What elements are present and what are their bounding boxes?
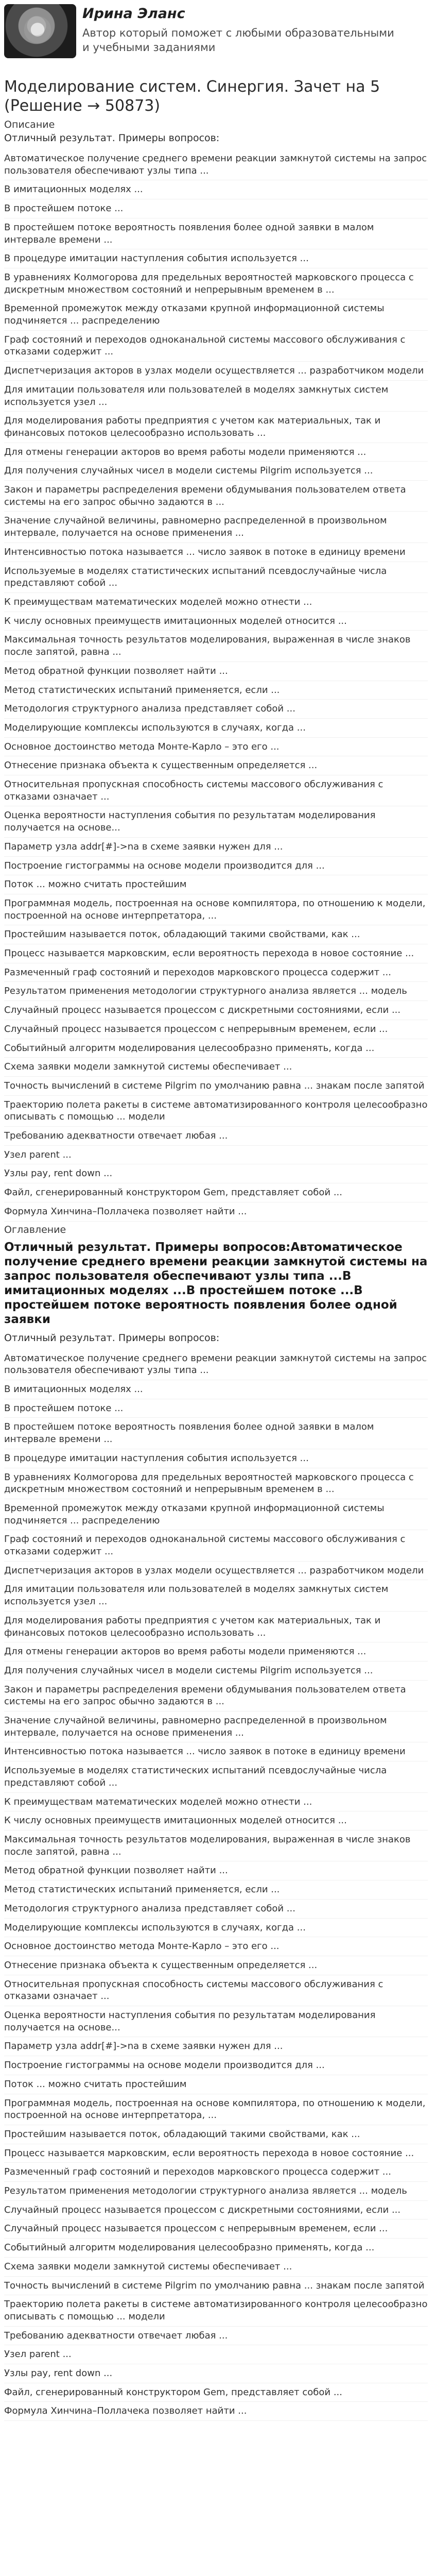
description-question-item: В имитационных моделях ... <box>4 180 428 199</box>
description-question-item: Программная модель, построенная на основе компилятора, по отношению к модели, построенной на основе интерпретатора, ... <box>4 894 428 925</box>
toc-question-item: Метод статистических испытаний применяется, если ... <box>4 1880 428 1900</box>
toc-question-item: Случайный процесс называется процессом с дискретными состояниями, если ... <box>4 2201 428 2220</box>
author-description: Автор который поможет с любыми образовательными и учебными заданиями <box>82 27 394 54</box>
toc-question-item: Максимальная точность результатов моделирования, выраженная в числе знаков после запятой, равна ... <box>4 1831 428 1861</box>
toc-question-item: Оценка вероятности наступления события по результатам моделирования получается на основе... <box>4 2006 428 2037</box>
document-title: Моделирование систем. Синергия. Зачет на 5 (Решение → 50873) <box>4 78 380 115</box>
toc-question-item: Файл, сгенерированный конструктором Gem, представляет собой ... <box>4 2383 428 2402</box>
toc-question-item: Процесс называется марковским, если вероятность перехода в новое состояние ... <box>4 2144 428 2163</box>
toc-question-item: Поток ... можно считать простейшим <box>4 2075 428 2094</box>
description-question-item: В уравнениях Колмогорова для предельных вероятностей марковского процесса с дискретным множеством состояний и непрерывным временем в ... <box>4 268 428 299</box>
author-avatar[interactable] <box>4 4 76 58</box>
toc-question-item: Для имитации пользователя или пользователей в моделях замкнутых систем используется узел ... <box>4 1580 428 1611</box>
description-question-item: Временной промежуток между отказами крупной информационной системы подчиняется ... распределению <box>4 299 428 330</box>
description-question-item: К числу основных преимуществ имитационных моделей относится ... <box>4 612 428 631</box>
toc-question-item: Отнесение признака объекта к существенным определяется ... <box>4 1956 428 1975</box>
toc-question-item: Метод обратной функции позволяет найти ... <box>4 1861 428 1880</box>
author-name[interactable]: Ирина Эланс <box>82 6 185 22</box>
description-question-item: Граф состояний и переходов одноканальной системы массового обслуживания с отказами содержит ... <box>4 331 428 362</box>
toc-question-item: Диспетчеризация акторов в узлах модели осуществляется ... разработчиком модели <box>4 1562 428 1581</box>
toc-question-item: Построение гистограммы на основе модели производится для ... <box>4 2056 428 2075</box>
toc-question-item: Случайный процесс называется процессом с непрерывным временем, если ... <box>4 2219 428 2239</box>
description-question-item: Размеченный граф состояний и переходов марковского процесса содержит ... <box>4 963 428 982</box>
toc-question-item: Для моделирования работы предприятия с учетом как материальных, так и финансовых потоков целесообразно использовать ... <box>4 1612 428 1642</box>
description-question-item: Построение гистограммы на основе модели производится для ... <box>4 857 428 876</box>
description-question-item: Значение случайной величины, равномерно распределенной в произвольном интервале, получается на основе применения ... <box>4 512 428 543</box>
toc-question-item: Результатом применения методологии структурного анализа является ... модель <box>4 2182 428 2201</box>
toc-question-item: Методология структурного анализа представляет собой ... <box>4 1900 428 1919</box>
description-question-item: К преимуществам математических моделей можно отнести ... <box>4 593 428 612</box>
description-question-item: В простейшем потоке вероятность появления более одной заявки в малом интервале времени ... <box>4 218 428 249</box>
description-intro: Отличный результат. Примеры вопросов: <box>4 132 220 144</box>
description-question-item: Используемые в моделях статистических испытаний псевдослучайные числа представляют собой ... <box>4 562 428 593</box>
description-question-item: Для получения случайных чисел в модели системы Pilgrim используется ... <box>4 462 428 481</box>
description-question-item: В процедуре имитации наступления события используется ... <box>4 249 428 268</box>
description-question-item: Закон и параметры распределения времени обдумывания пользователем ответа системы на его запрос обычно задаются в ... <box>4 481 428 512</box>
toc-question-item: Точность вычислений в системе Pilgrim по умолчанию равна ... знакам после запятой <box>4 2277 428 2296</box>
toc-intro: Отличный результат. Примеры вопросов: <box>4 1332 220 1344</box>
toc-question-item: Интенсивностью потока называется ... число заявок в потоке в единицу времени <box>4 1742 428 1761</box>
toc-question-item: Для отмены генерации акторов во время работы модели применяются ... <box>4 1642 428 1662</box>
description-question-item: Узлы pay, rent down ... <box>4 1164 428 1183</box>
toc-question-item: Событийный алгоритм моделирования целесообразно применять, когда ... <box>4 2239 428 2258</box>
description-question-item: Основное достоинство метода Монте-Карло – это его ... <box>4 738 428 757</box>
description-question-item: Интенсивностью потока называется ... число заявок в потоке в единицу времени <box>4 543 428 562</box>
description-question-item: Узел parent ... <box>4 1146 428 1165</box>
toc-question-item: Программная модель, построенная на основе компилятора, по отношению к модели, построенной на основе интерпретатора, ... <box>4 2094 428 2125</box>
toc-heading: Отличный результат. Примеры вопросов:Автоматическое получение среднего времени реакции замкнутой системы на запрос пользователя обеспечивают узлы типа ...В имитационных моделях ...В простейшем потоке ...В простейшем потоке вероятность появления более одной заявки <box>4 1240 428 1326</box>
description-question-item: Формула Хинчина–Поллачека позволяет найти ... <box>4 1202 428 1222</box>
description-question-item: Схема заявки модели замкнутой системы обеспечивает ... <box>4 1058 428 1077</box>
toc-question-item: Основное достоинство метода Монте-Карло – это его ... <box>4 1937 428 1956</box>
toc-question-item: Для получения случайных чисел в модели системы Pilgrim используется ... <box>4 1662 428 1681</box>
author-card[interactable] <box>4 4 428 62</box>
description-question-item: Параметр узла addr[#]->na в схеме заявки нужен для ... <box>4 838 428 857</box>
toc-question-item: Схема заявки модели замкнутой системы обеспечивает ... <box>4 2258 428 2277</box>
toc-question-item: Значение случайной величины, равномерно распределенной в произвольном интервале, получается на основе применения ... <box>4 1711 428 1742</box>
toc-question-item: В процедуре имитации наступления события используется ... <box>4 1449 428 1468</box>
author-info <box>82 4 402 55</box>
description-question-item: Автоматическое получение среднего времени реакции замкнутой системы на запрос пользователя обеспечивают узлы типа ... <box>4 149 428 180</box>
description-question-item: Поток ... можно считать простейшим <box>4 875 428 894</box>
toc-question-item: Граф состояний и переходов одноканальной системы массового обслуживания с отказами содержит ... <box>4 1530 428 1561</box>
description-question-item: Результатом применения методологии структурного анализа является ... модель <box>4 982 428 1001</box>
description-question-item: Простейшим называется поток, обладающий такими свойствами, как ... <box>4 925 428 944</box>
description-question-item: Случайный процесс называется процессом с непрерывным временем, если ... <box>4 1020 428 1039</box>
description-question-item: Диспетчеризация акторов в узлах модели осуществляется ... разработчиком модели <box>4 362 428 381</box>
toc-question-item: Временной промежуток между отказами крупной информационной системы подчиняется ... распределению <box>4 1499 428 1530</box>
description-question-item: Случайный процесс называется процессом с дискретными состояниями, если ... <box>4 1001 428 1020</box>
toc-question-item: Требованию адекватности отвечает любая ... <box>4 2327 428 2346</box>
toc-question-item: Моделирующие комплексы используются в случаях, когда ... <box>4 1919 428 1938</box>
toc-label: Оглавление <box>4 1224 66 1235</box>
description-question-list <box>4 149 428 1222</box>
toc-question-item: Узел parent ... <box>4 2345 428 2364</box>
description-question-item: Оценка вероятности наступления события по результатам моделирования получается на основе... <box>4 806 428 837</box>
toc-question-item: Формула Хинчина–Поллачека позволяет найти ... <box>4 2402 428 2421</box>
description-question-item: Процесс называется марковским, если вероятность перехода в новое состояние ... <box>4 944 428 963</box>
toc-question-item: В имитационных моделях ... <box>4 1380 428 1399</box>
toc-question-item: Параметр узла addr[#]->na в схеме заявки нужен для ... <box>4 2037 428 2056</box>
description-question-item: Файл, сгенерированный конструктором Gem, представляет собой ... <box>4 1183 428 1202</box>
toc-question-item: К числу основных преимуществ имитационных моделей относится ... <box>4 1811 428 1831</box>
toc-question-item: Используемые в моделях статистических испытаний псевдослучайные числа представляют собой ... <box>4 1761 428 1792</box>
toc-question-item: К преимуществам математических моделей можно отнести ... <box>4 1793 428 1812</box>
toc-question-item: Закон и параметры распределения времени обдумывания пользователем ответа системы на его запрос обычно задаются в ... <box>4 1681 428 1711</box>
toc-question-item: Траекторию полета ракеты в системе автоматизированного контроля целесообразно описывать с помощью ... модели <box>4 2295 428 2326</box>
toc-question-item: В уравнениях Колмогорова для предельных вероятностей марковского процесса с дискретным множеством состояний и непрерывным временем в ... <box>4 1468 428 1499</box>
toc-question-item: Простейшим называется поток, обладающий такими свойствами, как ... <box>4 2125 428 2144</box>
toc-question-item: В простейшем потоке вероятность появления более одной заявки в малом интервале времени ... <box>4 1418 428 1449</box>
description-question-item: Для имитации пользователя или пользователей в моделях замкнутых систем используется узел ... <box>4 381 428 412</box>
toc-question-item: Относительная пропускная способность системы массового обслуживания с отказами означает ... <box>4 1975 428 2006</box>
description-question-item: Метод обратной функции позволяет найти ... <box>4 662 428 681</box>
description-question-item: Методология структурного анализа представляет собой ... <box>4 700 428 719</box>
description-question-item: Метод статистических испытаний применяется, если ... <box>4 681 428 700</box>
description-label: Описание <box>4 119 55 130</box>
toc-question-item: Размеченный граф состояний и переходов марковского процесса содержит ... <box>4 2163 428 2182</box>
description-question-item: Событийный алгоритм моделирования целесообразно применять, когда ... <box>4 1039 428 1058</box>
description-question-item: Траекторию полета ракеты в системе автоматизированного контроля целесообразно описывать с помощью ... модели <box>4 1096 428 1127</box>
description-question-item: Для моделирования работы предприятия с учетом как материальных, так и финансовых потоков целесообразно использовать ... <box>4 412 428 443</box>
description-question-item: Для отмены генерации акторов во время работы модели применяются ... <box>4 443 428 462</box>
description-question-item: Точность вычислений в системе Pilgrim по умолчанию равна ... знакам после запятой <box>4 1077 428 1096</box>
description-question-item: Моделирующие комплексы используются в случаях, когда ... <box>4 719 428 738</box>
toc-question-item: В простейшем потоке ... <box>4 1399 428 1418</box>
description-question-item: Максимальная точность результатов моделирования, выраженная в числе знаков после запятой, равна ... <box>4 631 428 662</box>
toc-question-item: Узлы pay, rent down ... <box>4 2364 428 2383</box>
toc-question-list <box>4 1349 428 2421</box>
description-question-item: Относительная пропускная способность системы массового обслуживания с отказами означает ... <box>4 775 428 806</box>
description-question-item: Отнесение признака объекта к существенным определяется ... <box>4 756 428 775</box>
toc-question-item: Автоматическое получение среднего времени реакции замкнутой системы на запрос пользователя обеспечивают узлы типа ... <box>4 1349 428 1380</box>
description-question-item: Требованию адекватности отвечает любая ... <box>4 1127 428 1146</box>
description-question-item: В простейшем потоке ... <box>4 199 428 218</box>
